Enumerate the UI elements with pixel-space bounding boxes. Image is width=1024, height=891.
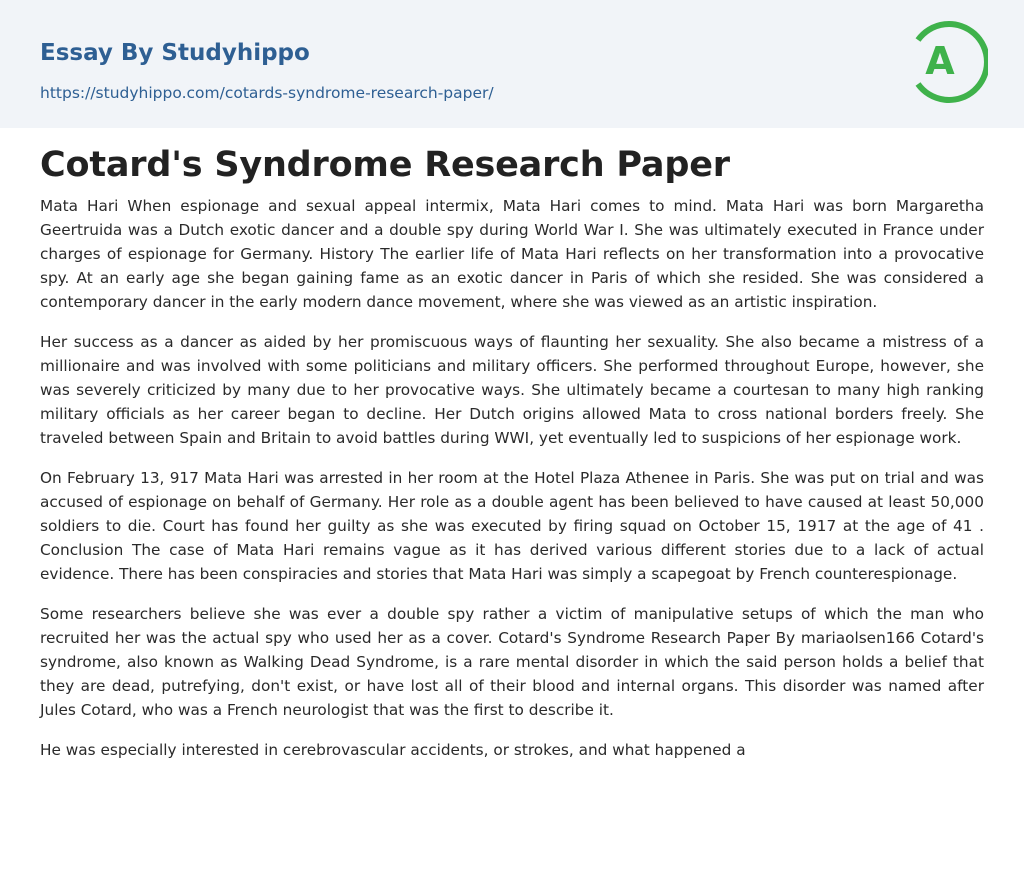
page-title: Cotard's Syndrome Research Paper	[40, 145, 730, 185]
site-header	[0, 0, 1024, 128]
logo-ring-icon	[912, 18, 988, 106]
paragraph: On February 13, 917 Mata Hari was arrested in her room at the Hotel Plaza Athenee in Paris. She was put on trial and was accused of espionage on behalf of Germany. Her role as a double agent has been believed to have caused at least 50,000 soldiers to die. Court has found her guilty as she was executed by firing squad on October 15, 1917 at the age of 41 . Conclusion The case of Mata Hari remains vague as it has derived various different stories due to a lack of actual evidence. There has been conspiracies and stories that Mata Hari was simply a scapegoat by French counterespionage.	[40, 469, 984, 583]
article-body	[40, 194, 984, 778]
paragraph: Mata Hari When espionage and sexual appeal intermix, Mata Hari comes to mind. Mata Hari was born Margaretha Geertruida was a Dutch exotic dancer and a double spy during World War I. She was ultimately executed in France under charges of espionage for Germany. History The earlier life of Mata Hari reflects on her transformation into a provocative spy. At an early age she began gaining fame as an exotic dancer in Paris of which she resided. She was considered a contemporary dancer in the early modern dance movement, where she was viewed as an artistic inspiration.	[40, 197, 984, 311]
source-url-link[interactable]: https://studyhippo.com/cotards-syndrome-research-paper/	[40, 84, 494, 102]
paragraph: Some researchers believe she was ever a double spy rather a victim of manipulative setups of which the man who recruited her was the actual spy who used her as a cover. Cotard's Syndrome Research Paper By mariaolsen166 Cotard's syndrome, also known as Walking Dead Syndrome, is a rare mental disorder in which the said person holds a belief that they are dead, putrefying, don't exist, or have lost all of their blood and internal organs. This disorder was named after Jules Cotard, who was a French neurologist that was the first to describe it.	[40, 605, 984, 719]
logo-letter: A	[925, 39, 955, 83]
paragraph: Her success as a dancer as aided by her promiscuous ways of flaunting her sexuality. She also became a mistress of a millionaire and was involved with some politicians and military officers. She performed throughout Europe, however, she was severely criticized by many due to her provocative ways. She ultimately became a courtesan to many high ranking military officials as her career began to decline. Her Dutch origins allowed Mata to cross national borders freely. She traveled between Spain and Britain to avoid battles during WWI, yet eventually led to suspicions of her espionage work.	[40, 333, 984, 447]
site-title[interactable]: Essay By Studyhippo	[40, 40, 310, 66]
paragraph: He was especially interested in cerebrovascular accidents, or strokes, and what happened a	[40, 741, 746, 759]
logo[interactable]	[912, 18, 988, 106]
